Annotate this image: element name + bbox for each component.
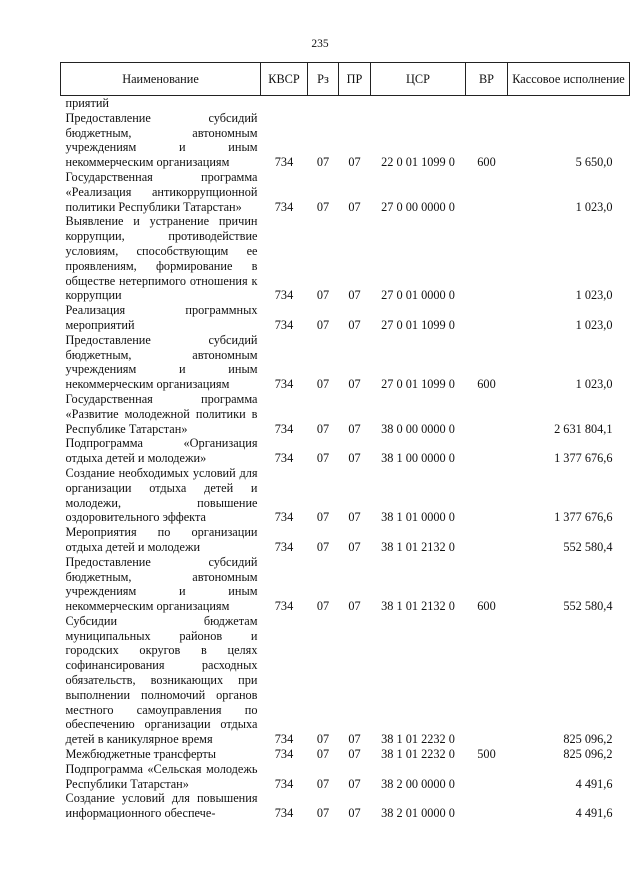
cell-pr: 07 — [348, 377, 361, 392]
header-kvsr: КВСР — [261, 63, 308, 96]
cell-kvsr: 734 — [274, 732, 294, 747]
cell-vr — [466, 303, 508, 333]
table-row — [61, 96, 630, 111]
cell-csr: 27 0 01 1099 0 — [381, 317, 455, 332]
cell-cash-execution: 1 023,0 — [575, 377, 613, 392]
cell-kvsr: 734 — [274, 288, 294, 303]
cell-pr: 07 — [348, 199, 361, 214]
cell-vr — [466, 214, 508, 303]
cell-csr: 27 0 01 1099 0 — [381, 377, 455, 392]
table-row — [61, 747, 630, 762]
cell-kvsr: 734 — [274, 317, 294, 332]
cell-csr: 38 1 01 2232 0 — [381, 747, 455, 762]
cell-csr: 38 1 01 2132 0 — [381, 599, 455, 614]
header-csr: ЦСР — [371, 63, 466, 96]
cell-name: Мероприятия по организации отдыха детей и молодежи — [65, 525, 258, 554]
cell-csr: 38 0 00 0000 0 — [381, 421, 455, 436]
cell-vr — [466, 466, 508, 525]
cell-kvsr: 734 — [274, 510, 294, 525]
cell-kvsr: 734 — [274, 199, 294, 214]
cell-rz: 07 — [316, 451, 330, 466]
cell-pr: 07 — [348, 510, 361, 525]
cell-name: Государственная программа «Развитие молодежной политики в Республике Татарстан» — [65, 391, 258, 436]
cell-rz: 07 — [316, 421, 330, 436]
cell-csr: 38 1 01 2132 0 — [381, 539, 455, 554]
cell-vr: 600 — [477, 155, 496, 170]
cell-csr: 22 0 01 1099 0 — [381, 155, 455, 170]
cell-cash-execution: 4 491,6 — [575, 806, 613, 821]
cell-vr — [466, 436, 508, 466]
cell-vr: 600 — [477, 377, 496, 392]
cell-kvsr: 734 — [274, 599, 294, 614]
table-row — [61, 525, 630, 555]
cell-pr: 07 — [348, 806, 361, 821]
cell-vr: 600 — [477, 599, 496, 614]
table-row — [61, 303, 630, 333]
cell-rz: 07 — [316, 599, 330, 614]
table-row — [61, 762, 630, 792]
cell-cash-execution — [508, 96, 630, 111]
cell-rz: 07 — [316, 806, 330, 821]
cell-vr — [466, 392, 508, 436]
cell-cash-execution: 1 023,0 — [575, 288, 613, 303]
cell-pr: 07 — [348, 421, 361, 436]
cell-name: Предоставление субсидий бюджетным, автономным учреждениям и иным некоммерческим организациям — [65, 332, 258, 392]
page-number: 235 — [311, 38, 329, 50]
cell-name: Реализация программных мероприятий — [65, 303, 258, 332]
cell-name: Подпрограмма «Сельская молодежь Республики Татарстан» — [65, 761, 258, 791]
cell-rz: 07 — [316, 288, 330, 303]
cell-kvsr: 734 — [274, 776, 294, 791]
budget-table — [60, 62, 630, 821]
table-row — [61, 392, 630, 436]
cell-pr: 07 — [348, 317, 361, 332]
cell-name: Подпрограмма «Организация отдыха детей и молодежи» — [65, 436, 258, 466]
cell-kvsr: 734 — [274, 806, 294, 821]
cell-pr: 07 — [348, 288, 361, 303]
cell-vr: 500 — [477, 747, 496, 762]
header-rz: Рз — [308, 63, 339, 96]
table-row — [61, 791, 630, 821]
cell-kvsr — [261, 96, 308, 111]
cell-cash-execution: 4 491,6 — [575, 776, 613, 791]
cell-vr — [466, 170, 508, 214]
cell-csr: 38 1 00 0000 0 — [381, 451, 455, 466]
cell-rz — [308, 96, 339, 111]
cell-csr: 38 2 01 0000 0 — [381, 806, 455, 821]
header-row — [61, 63, 630, 96]
cell-kvsr: 734 — [274, 539, 294, 554]
cell-name: Создание необходимых условий для организации отдыха детей и молодежи, повышение оздоровительного эффекта — [65, 465, 258, 525]
cell-vr — [466, 96, 508, 111]
header-vr: ВР — [466, 63, 508, 96]
cell-cash-execution: 825 096,2 — [563, 732, 613, 747]
cell-vr — [466, 614, 508, 747]
cell-rz: 07 — [316, 539, 330, 554]
cell-kvsr: 734 — [274, 747, 294, 762]
cell-cash-execution: 552 580,4 — [563, 539, 613, 554]
cell-kvsr: 734 — [274, 451, 294, 466]
cell-pr: 07 — [348, 451, 361, 466]
cell-vr — [466, 762, 508, 792]
table-row — [61, 333, 630, 392]
table-row — [61, 466, 630, 525]
table-row — [61, 555, 630, 614]
cell-name: Выявление и устранение причин коррупции, противодействие условиям, способствующим ее проявлениям, формирование в обществе нетерпимого отношения к коррупции — [65, 214, 258, 303]
cell-name: Предоставление субсидий бюджетным, автономным учреждениям и иным некоммерческим организациям — [65, 554, 258, 614]
cell-rz: 07 — [316, 776, 330, 791]
cell-vr — [466, 791, 508, 821]
cell-vr — [466, 525, 508, 555]
cell-cash-execution: 5 650,0 — [575, 155, 613, 170]
cell-pr: 07 — [348, 732, 361, 747]
table-row — [61, 214, 630, 303]
cell-name: приятий — [65, 96, 110, 110]
table-row — [61, 170, 630, 214]
cell-rz: 07 — [316, 510, 330, 525]
cell-rz: 07 — [316, 155, 330, 170]
cell-pr: 07 — [348, 599, 361, 614]
cell-name: Предоставление субсидий бюджетным, автономным учреждениям и иным некоммерческим организациям — [65, 110, 258, 170]
cell-csr: 38 1 01 2232 0 — [381, 732, 455, 747]
cell-csr — [371, 96, 466, 111]
cell-pr: 07 — [348, 776, 361, 791]
cell-kvsr: 734 — [274, 421, 294, 436]
cell-pr: 07 — [348, 155, 361, 170]
cell-pr — [339, 96, 371, 111]
cell-csr: 38 2 00 0000 0 — [381, 776, 455, 791]
cell-rz: 07 — [316, 377, 330, 392]
cell-pr: 07 — [348, 539, 361, 554]
cell-csr: 38 1 01 0000 0 — [381, 510, 455, 525]
header-pr: ПР — [339, 63, 371, 96]
cell-kvsr: 734 — [274, 377, 294, 392]
cell-csr: 27 0 00 0000 0 — [381, 199, 455, 214]
cell-cash-execution: 552 580,4 — [563, 599, 613, 614]
cell-csr: 27 0 01 0000 0 — [381, 288, 455, 303]
cell-cash-execution: 1 023,0 — [575, 199, 613, 214]
cell-cash-execution: 2 631 804,1 — [554, 421, 613, 436]
header-cash-execution: Кассовое исполнение — [508, 63, 630, 96]
cell-name: Субсидии бюджетам муниципальных районов и городских округов в целях софинансирования расходных обязательств, возникающих при выполнении полномочий органов местного самоуправления по обеспечению организации отдыха детей в каникулярное время — [65, 613, 258, 747]
cell-rz: 07 — [316, 747, 330, 762]
header-name: Наименование — [61, 63, 261, 96]
table-row — [61, 436, 630, 466]
cell-cash-execution: 825 096,2 — [563, 747, 613, 762]
cell-name: Государственная программа «Реализация антикоррупционной политики Республики Татарстан» — [65, 169, 258, 214]
cell-name: Межбюджетные трансферты — [65, 747, 217, 762]
cell-pr: 07 — [348, 747, 361, 762]
cell-rz: 07 — [316, 732, 330, 747]
table-row — [61, 614, 630, 747]
cell-rz: 07 — [316, 317, 330, 332]
table-body — [61, 96, 630, 822]
table-row — [61, 111, 630, 170]
cell-cash-execution: 1 023,0 — [575, 317, 613, 332]
cell-cash-execution: 1 377 676,6 — [554, 451, 613, 466]
cell-cash-execution: 1 377 676,6 — [554, 510, 613, 525]
cell-rz: 07 — [316, 199, 330, 214]
table-header — [61, 63, 630, 96]
cell-name: Создание условий для повышения информационного обеспече- — [65, 791, 258, 821]
cell-kvsr: 734 — [274, 155, 294, 170]
